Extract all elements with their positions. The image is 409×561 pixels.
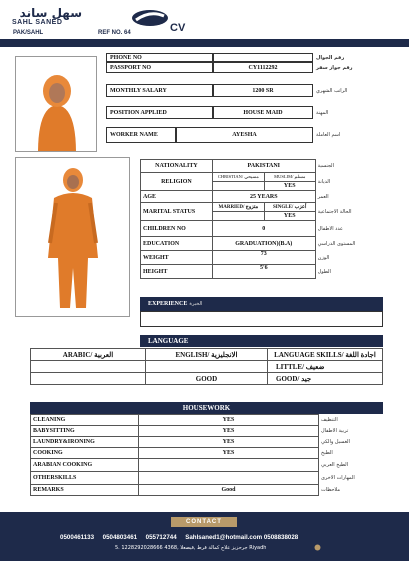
language-table [30, 348, 383, 385]
housework-value [139, 459, 319, 472]
housework-arabic: الطبخ العربي [321, 462, 348, 468]
logo-english: SAHL SANED [12, 19, 63, 26]
contact-badge: CONTACT [171, 517, 237, 527]
ref-number: REF NO. 64 [98, 30, 131, 36]
phone-label: PHONE NO [106, 53, 213, 62]
language-arabic: ARABIC/ العربية [31, 349, 146, 361]
header-bar [0, 39, 409, 47]
height-value: 5'6 [212, 265, 315, 279]
housework-row [31, 437, 383, 448]
experience-content [140, 311, 383, 327]
pak-sahl: PAK/SAHL [13, 30, 44, 36]
english-little [146, 361, 268, 373]
housework-row [31, 448, 383, 459]
marital-empty [212, 212, 264, 221]
housework-value: Good [139, 485, 319, 496]
salary-value: 1200 SR [213, 84, 313, 97]
age-arabic: العمر [317, 193, 329, 200]
housework-label: CLEANING [31, 415, 139, 426]
experience-label: EXPERIENCE [148, 301, 188, 307]
marital-option-married: MARRIED/ متزوج [212, 203, 264, 212]
housework-label: REMARKS [31, 485, 139, 496]
housework-value: YES [139, 448, 319, 459]
housework-arabic: التنظيف [321, 417, 338, 423]
nationality-value: PAKISTANI [212, 160, 315, 173]
housework-value: YES [139, 437, 319, 448]
housework-arabic: الطبخ [321, 450, 333, 456]
housework-row [31, 415, 383, 426]
language-little: LITTLE/ ضعيف [268, 361, 383, 373]
location-pin-icon [314, 544, 321, 552]
profile-photo [15, 56, 97, 152]
phone-arabic: رقم الجوال [316, 53, 380, 62]
housework-arabic: تربية الاطفال [321, 428, 349, 434]
housework-arabic: المهارات الاخرى [321, 475, 355, 481]
worker-name-arabic: اسم العاملة [316, 127, 380, 143]
weight-label: WEIGHT [141, 251, 213, 265]
housework-value [139, 472, 319, 485]
position-arabic: المهنة [316, 106, 380, 119]
english-good: GOOD [146, 373, 268, 385]
woman-full-body-icon [16, 158, 130, 317]
religion-option-muslim: MUSLIM/ مسلم [264, 173, 315, 182]
housework-arabic: ملاحظات [321, 487, 341, 493]
children-arabic: عدد الاطفال [317, 225, 344, 232]
religion-value: YES [264, 182, 315, 191]
footer [0, 512, 409, 561]
arabic-good [31, 373, 146, 385]
contact-line-1: 0500461133 0504803461 055712744 Sahlsaned1@hotmail.com 0508838028 [60, 534, 299, 541]
contact-line-2: 5. جرحزيز علاج كمالة قرط ,قيصعلا ,4368 1228292028666 Riyadh [115, 545, 267, 551]
housework-label: ARABIAN COOKING [31, 459, 139, 472]
religion-label: RELIGION [141, 173, 213, 191]
language-skills: LANGUAGE SKILLS/ اجادة اللغة [268, 349, 383, 361]
marital-option-single: SINGLE/ أعزب [264, 203, 315, 212]
religion-arabic: الديانة [317, 178, 331, 185]
housework-label: LAUNDRY&IRONING [31, 437, 139, 448]
marital-value: YES [264, 212, 315, 221]
details-table [140, 159, 383, 279]
weight-value: 73 [212, 251, 315, 265]
logo-arabic: سهل ساند [19, 6, 82, 20]
position-label: POSITION APPLIED [106, 106, 213, 119]
housework-row [31, 426, 383, 437]
housework-value: YES [139, 415, 319, 426]
passport-label: PASSPORT NO [106, 62, 213, 73]
salary-arabic: الراتب الشهري [316, 84, 380, 97]
language-english: ENGLISH/ الانجليزية [146, 349, 268, 361]
housework-row [31, 485, 383, 496]
marital-label: MARITAL STATUS [141, 203, 213, 221]
language-good: GOOD/ جيد [268, 373, 383, 385]
housework-value: YES [139, 426, 319, 437]
nationality-arabic: الجنسية [317, 163, 334, 169]
experience-arabic: الخبرة [189, 301, 203, 307]
worker-name-label: WORKER NAME [106, 127, 176, 143]
housework-row [31, 459, 383, 472]
housework-title: HOUSEWORK [30, 402, 383, 414]
language-title: LANGUAGE [140, 335, 383, 347]
position-value: HOUSE MAID [213, 106, 313, 119]
logo-swoosh-icon [130, 8, 170, 28]
weight-arabic: الوزن [317, 254, 330, 261]
housework-label: BABYSITTING [31, 426, 139, 437]
passport-arabic: رقم جواز سفر [316, 62, 380, 73]
age-value: 25 YEARS [212, 191, 315, 203]
height-arabic: الطول [317, 268, 331, 275]
religion-empty [212, 182, 264, 191]
housework-table [30, 414, 383, 496]
education-value: GRADUATION)(B.A) [212, 237, 315, 251]
education-arabic: المستوى الدراسي [317, 240, 356, 247]
housework-label: OTHERSKILLS [31, 472, 139, 485]
experience-bar [140, 297, 383, 311]
housework-arabic: الغسيل والكي [321, 439, 350, 445]
logo [12, 8, 132, 30]
phone-value [213, 53, 313, 62]
religion-option-christian: CHRISTIAN/ مسيحي [212, 173, 264, 182]
children-label: CHILDREN NO [141, 221, 213, 237]
age-label: AGE [141, 191, 213, 203]
children-value: 0 [212, 221, 315, 237]
height-label: HEIGHT [141, 265, 213, 279]
passport-value: CY1112292 [213, 62, 313, 73]
worker-name-value: AYESHA [176, 127, 313, 143]
nationality-label: NATIONALITY [141, 160, 213, 173]
woman-portrait-icon [16, 57, 97, 152]
education-label: EDUCATION [141, 237, 213, 251]
full-body-photo [15, 157, 130, 317]
cv-title: CV [170, 22, 186, 34]
marital-arabic: الحالة الاجتماعية [317, 208, 352, 215]
arabic-little [31, 361, 146, 373]
housework-label: COOKING [31, 448, 139, 459]
housework-row [31, 472, 383, 485]
salary-label: MONTHLY SALARY [106, 84, 213, 97]
